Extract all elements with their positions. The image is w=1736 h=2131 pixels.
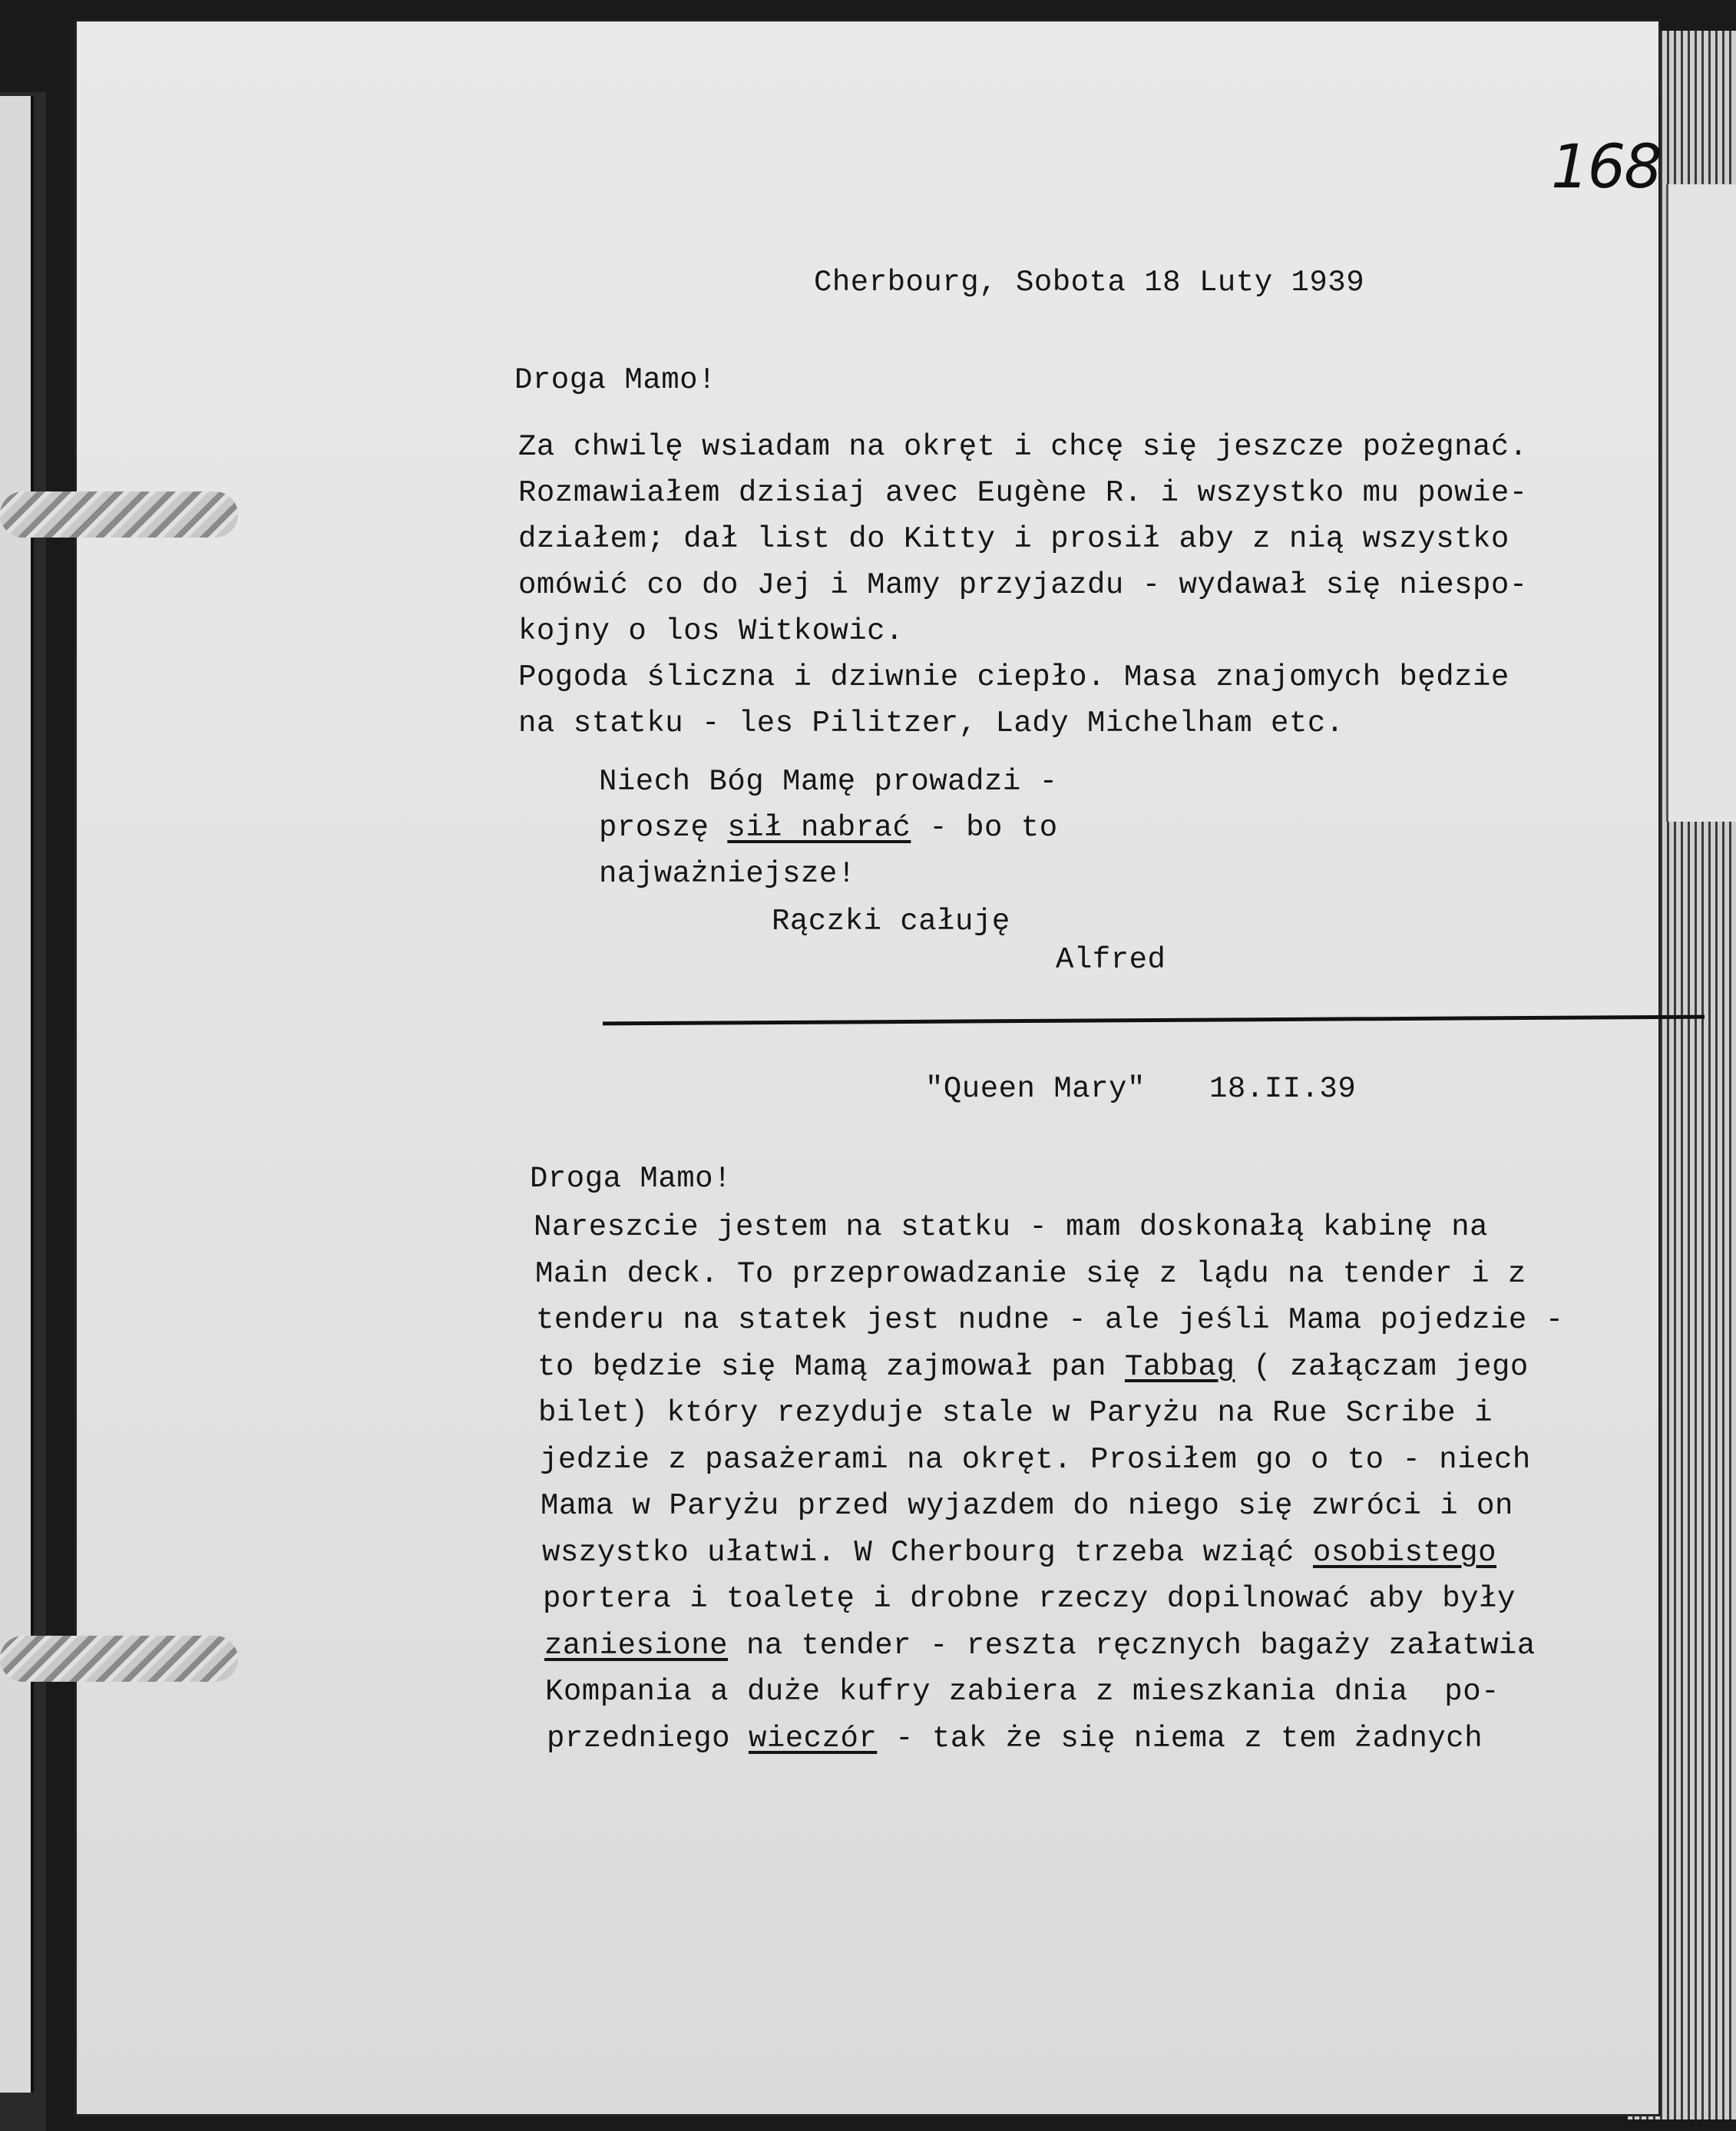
letter1-body-line: omówić co do Jej i Mamy przyjazdu - wydawał się niespo- bbox=[518, 568, 1528, 602]
letter2-body-line bbox=[542, 1536, 1496, 1570]
binder-ring-bottom bbox=[0, 1636, 238, 1682]
binder-ring-top bbox=[0, 491, 238, 538]
letter1-kiss-line: Rączki całuję bbox=[772, 905, 1010, 938]
letter2-ship-name: "Queen Mary" bbox=[925, 1072, 1146, 1106]
letter1-salutation: Droga Mamo! bbox=[514, 363, 716, 397]
letter2-body-line bbox=[534, 1210, 1488, 1244]
letter1-body-line: Pogoda śliczna i dziwnie ciepło. Masa znajomych będzie bbox=[518, 660, 1509, 694]
letter1-closing-line: proszę sił nabrać - bo to bbox=[599, 811, 1058, 845]
letter2-salutation: Droga Mamo! bbox=[530, 1162, 732, 1196]
text-span: tenderu na statek jest nudne - ale jeśli Mama pojedzie - bbox=[536, 1303, 1564, 1337]
letter2-body-line bbox=[541, 1489, 1513, 1523]
letter1-signature: Alfred bbox=[1056, 943, 1166, 977]
underlined-word: Tabbag bbox=[1124, 1350, 1235, 1384]
text-span: przedniego bbox=[547, 1722, 749, 1755]
letter1-closing-line: Niech Bóg Mamę prowadzi - bbox=[599, 765, 1058, 799]
letter1-body-line: kojny o los Witkowic. bbox=[518, 614, 904, 648]
letter2-body-line bbox=[544, 1629, 1536, 1663]
letter2-body-line bbox=[538, 1396, 1493, 1430]
underlined-word: zaniesione bbox=[544, 1629, 729, 1663]
text-span: na tender - reszta ręcznych bagaży załatwia bbox=[728, 1629, 1536, 1663]
text-span: portera i toaletę i drobne rzeczy dopilnować aby były bbox=[543, 1582, 1516, 1616]
letter1-body-line: Rozmawiałem dzisiaj avec Eugène R. i wszystko mu powie- bbox=[518, 476, 1528, 510]
underlined-word: osobistego bbox=[1312, 1536, 1497, 1570]
text-span: to będzie się Mamą zajmował pan bbox=[537, 1350, 1125, 1384]
page-number: 168 bbox=[1551, 133, 1661, 202]
letter1-closing-line: najważniejsze! bbox=[599, 857, 856, 891]
underlined-word: wieczór bbox=[748, 1722, 878, 1755]
letter1-body-line: Za chwilę wsiadam na okręt i chcę się jeszcze pożegnać. bbox=[518, 430, 1528, 464]
letter2-body-line bbox=[545, 1675, 1500, 1709]
letter-divider-line bbox=[603, 1015, 1705, 1026]
text-span: Mama w Paryżu przed wyjazdem do niego się zwróci i on bbox=[541, 1489, 1513, 1523]
text-span: - tak że się niema z tem żadnych bbox=[877, 1722, 1483, 1755]
text-span: bilet) który rezyduje stale w Paryżu na Rue Scribe i bbox=[538, 1396, 1493, 1430]
text-span: ( załączam jego bbox=[1235, 1350, 1529, 1384]
left-page-edge bbox=[0, 96, 34, 2093]
letter2-body-line bbox=[536, 1303, 1564, 1337]
text-span: Nareszcie jestem na statku - mam doskonałą kabinę na bbox=[534, 1210, 1488, 1244]
letter2-date: 18.II.39 bbox=[1209, 1072, 1357, 1106]
text-span: wszystko ułatwi. W Cherbourg trzeba wziąć bbox=[542, 1536, 1313, 1570]
letter2-body-line bbox=[543, 1582, 1516, 1616]
text-span: Main deck. To przeprowadzanie się z lądu na tender i z bbox=[535, 1257, 1526, 1291]
letter1-body-line: działem; dał list do Kitty i prosił aby z nią wszystko bbox=[518, 522, 1509, 556]
text-span: jedzie z pasażerami na okręt. Prosiłem go o to - niech bbox=[540, 1443, 1531, 1477]
document-page bbox=[77, 22, 1661, 2114]
letter1-body-line: na statku - les Pilitzer, Lady Michelham etc. bbox=[518, 706, 1344, 740]
text-span: Kompania a duże kufry zabiera z mieszkania dnia po- bbox=[545, 1675, 1500, 1709]
underlined-phrase: sił nabrać bbox=[727, 811, 911, 845]
letter2-body-line bbox=[535, 1257, 1526, 1291]
letter1-dateline: Cherbourg, Sobota 18 Luty 1939 bbox=[814, 266, 1365, 299]
side-tab bbox=[1666, 184, 1736, 822]
letter2-body-line bbox=[537, 1350, 1529, 1384]
letter2-body-line bbox=[547, 1722, 1483, 1755]
letter2-body-line bbox=[540, 1443, 1531, 1477]
